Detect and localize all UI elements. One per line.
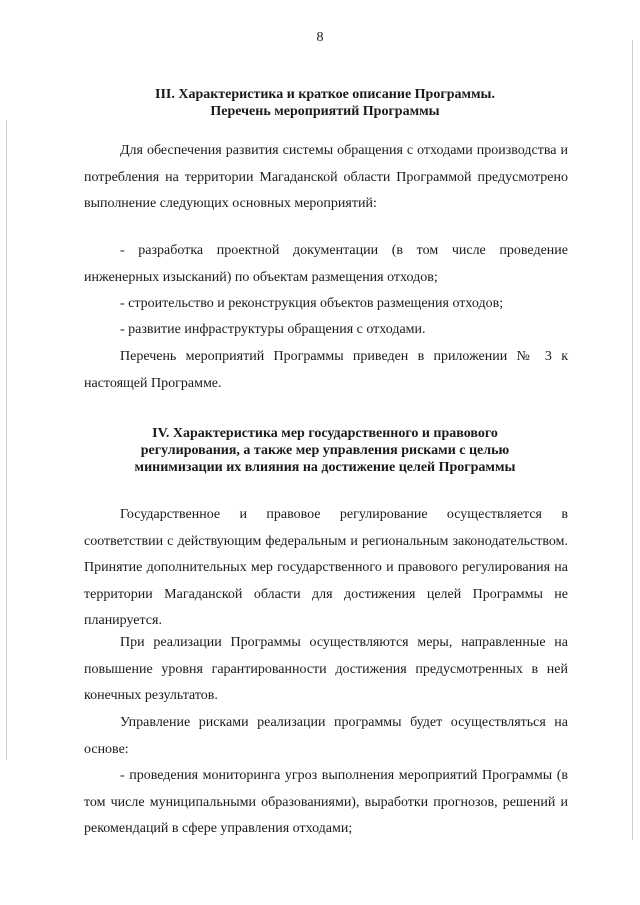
section-3-paragraph-2: Перечень мероприятий Программы приведен в приложении № 3 к настоящей Программе.: [84, 349, 568, 391]
page-number: 8: [316, 30, 324, 45]
section-4-bullet-1: - проведения мониторинга угроз выполнения мероприятий Программы (в том числе муниципальными образованиями), выработки прогнозов, решений и рекомендаций в сфере управления отходами;: [84, 768, 568, 836]
section-4-title-line-3: минимизации их влияния на достижение целей Программы: [134, 460, 516, 475]
section-3-paragraph-1: Для обеспечения развития системы обращения с отходами производства и потребления на территории Магаданской области Программой предусмотрено выполнение следующих основных мероприятий:: [84, 143, 568, 211]
section-4-paragraph-1: Государственное и правовое регулирование осуществляется в соответствии с действующим федеральным и региональным законодательством. Принятие дополнительных мер государственного и правового регулирования на территории Магаданской области для достижения целей Программы не планируется.: [84, 507, 568, 628]
section-3-bullet-1: - разработка проектной документации (в том числе проведение инженерных изысканий) по объектам размещения отходов;: [84, 243, 568, 285]
section-4-heading: [80, 425, 570, 476]
section-4-title-line-2: регулирования, а также мер управления рисками с целью: [140, 443, 510, 458]
section-3-bullet-3: - развитие инфраструктуры обращения с отходами.: [120, 322, 426, 337]
section-3-title-line-1: III. Характеристика и краткое описание Программы.: [155, 87, 495, 102]
section-4-paragraph-2: При реализации Программы осуществляются меры, направленные на повышение уровня гарантированности достижения предусмотренных в ней конечных результатов.: [84, 635, 568, 703]
section-4-paragraph-3: Управление рисками реализации программы будет осуществляться на основе:: [84, 715, 568, 757]
scan-edge-left: [6, 120, 7, 760]
section-4-title-line-1: IV. Характеристика мер государственного и правового: [152, 426, 498, 441]
scan-edge-right: [632, 40, 633, 840]
section-3-heading: [80, 86, 570, 120]
section-3-title-line-2: Перечень мероприятий Программы: [210, 104, 440, 119]
section-3-bullet-2: - строительство и реконструкция объектов размещения отходов;: [120, 296, 504, 311]
